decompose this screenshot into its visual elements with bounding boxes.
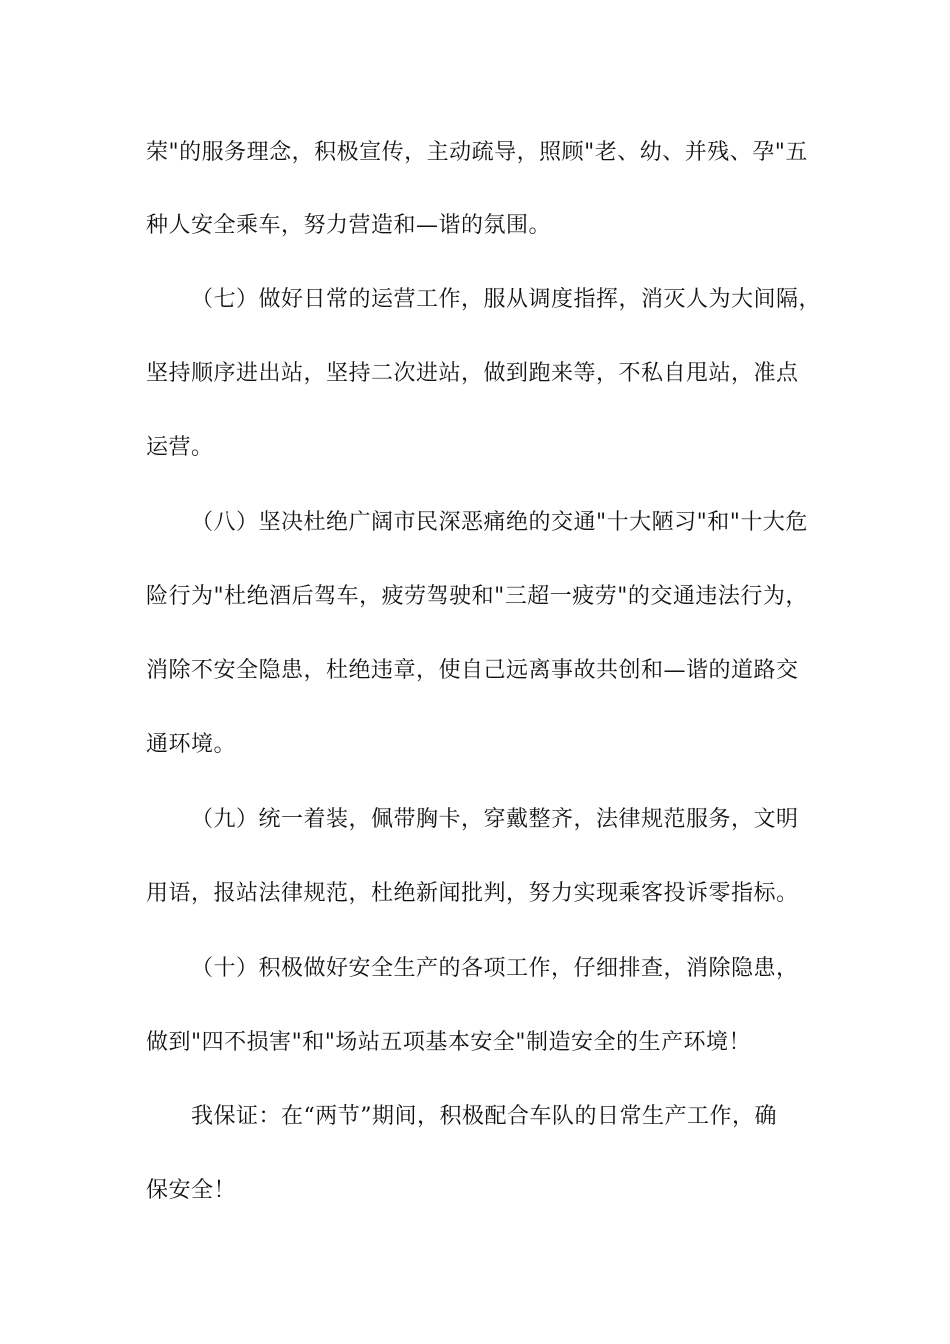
paragraph-line: 消除不安全隐患，杜绝违章，使自己远离事故共创和—谐的道路交	[146, 658, 799, 683]
paragraph-line: 做到"四不损害"和"场站五项基本安全"制造安全的生产环境！	[146, 1030, 751, 1055]
paragraph-line: 荣"的服务理念，积极宣传，主动疏导，照顾"老、幼、并残、孕"五	[146, 140, 808, 165]
paragraph-line: 运营。	[146, 435, 214, 460]
paragraph-line: 种人安全乘车，努力营造和—谐的氛围。	[146, 213, 552, 238]
paragraph-line: 我保证：在“两节”期间，积极配合车队的日常生产工作，确	[191, 1104, 777, 1129]
paragraph-line: 保安全！	[146, 1178, 237, 1203]
paragraph-line: 坚持顺序进出站，坚持二次进站，做到跑来等，不私自甩站，准点	[146, 361, 799, 386]
paragraph-line: 用语，报站法律规范，杜绝新闻批判，努力实现乘客投诉零指标。	[146, 881, 799, 906]
paragraph-line: （十）积极做好安全生产的各项工作，仔细排查，消除隐患，	[191, 956, 799, 981]
paragraph-line: （七）做好日常的运营工作，服从调度指挥，消灭人为大间隔，	[191, 287, 822, 312]
paragraph-line: （八）坚决杜绝广阔市民深恶痛绝的交通"十大陋习"和"十大危	[191, 510, 808, 535]
paragraph-line: 通环境。	[146, 732, 237, 757]
paragraph-line: 险行为"杜绝酒后驾车，疲劳驾驶和"三超一疲劳"的交通违法行为，	[146, 584, 808, 609]
paragraph-line: （九）统一着装，佩带胸卡，穿戴整齐，法律规范服务，文明	[191, 807, 799, 832]
